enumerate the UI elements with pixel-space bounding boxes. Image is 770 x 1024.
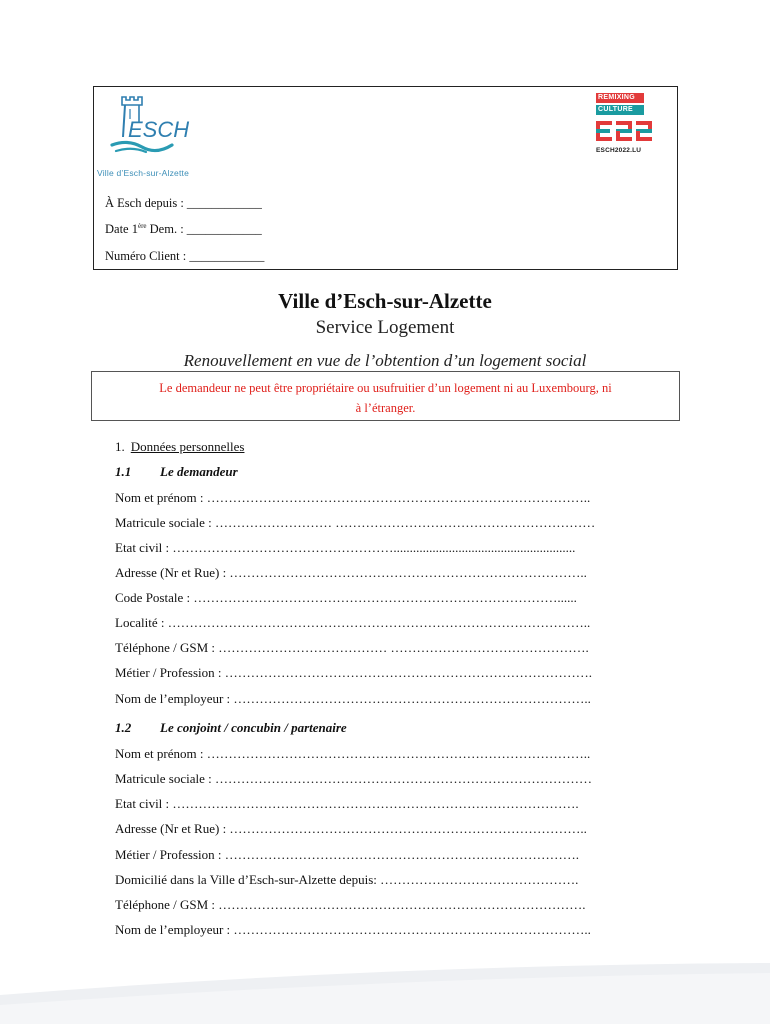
first-request-date-field: Date 1ère Dem. : ____________	[105, 222, 262, 237]
partner-heading-label: Le conjoint / concubin / partenaire	[160, 720, 347, 735]
warning-line-2: à l’étranger.	[355, 401, 416, 415]
applicant-number: 1.1	[115, 464, 132, 479]
partner-phone-row[interactable]: Téléphone / GSM : ………………………………………………………………………….	[115, 897, 586, 912]
esch-logo	[108, 93, 208, 157]
section-title	[115, 439, 244, 455]
partner-profession-row[interactable]: Métier / Profession : ……………………………………………………………………….	[115, 847, 580, 862]
esch-since-field: À Esch depuis : ____________	[105, 196, 262, 210]
footer-swoosh	[0, 955, 770, 1024]
applicant-civil-status-row[interactable]: Etat civil : ……………………………………………........................................................	[115, 540, 576, 555]
esch2022-logo	[596, 93, 670, 157]
warning-box	[91, 371, 680, 421]
applicant-heading-label: Le demandeur	[160, 464, 238, 479]
client-number-field: Numéro Client : ____________	[105, 249, 265, 263]
esch-tower-icon	[108, 93, 208, 157]
renewal-heading: Renouvellement en vue de l’obtention d’un logement social	[183, 351, 587, 370]
logo-caption: Ville d’Esch-sur-Alzette	[97, 168, 190, 178]
partner-address-row[interactable]: Adresse (Nr et Rue) : ………………………………………………………………………..	[115, 821, 587, 836]
applicant-employer-row[interactable]: Nom de l’employeur : ………………………………………………………………………..	[115, 691, 591, 706]
applicant-postcode-row[interactable]: Code Postale : …………………………………………………………………………......	[115, 590, 577, 605]
partner-social-number-row[interactable]: Matricule sociale : ……………………………………………………………………………	[115, 771, 592, 786]
applicant-heading	[115, 464, 238, 480]
applicant-address-row[interactable]: Adresse (Nr et Rue) : ………………………………………………………………………..	[115, 565, 587, 580]
e22-mark-icon	[596, 121, 654, 141]
partner-residence-since-row[interactable]: Domicilié dans la Ville d’Esch-sur-Alzette depuis: ……………………………………….	[115, 872, 579, 887]
applicant-profession-row[interactable]: Métier / Profession : ………………………………………………………………………….	[115, 665, 593, 680]
partner-civil-status-row[interactable]: Etat civil : ………………………………………………………………………………….	[115, 796, 579, 811]
applicant-social-number-row[interactable]: Matricule sociale : ……………………… ……………………………………………………	[115, 515, 596, 530]
culture-tag: CULTURE	[596, 105, 644, 115]
header-box	[93, 86, 678, 270]
applicant-name-row[interactable]: Nom et prénom : ……………………………………………………………………………..	[115, 490, 591, 505]
warning-line-1: Le demandeur ne peut être propriétaire ou usufruitier d’un logement ni au Luxembourg, ni	[159, 381, 612, 395]
partner-number: 1.2	[115, 720, 132, 735]
page-subtitle: Service Logement	[315, 317, 455, 338]
applicant-locality-row[interactable]: Localité : ……………………………………………………………………………………..	[115, 615, 591, 630]
partner-employer-row[interactable]: Nom de l’employeur : ………………………………………………………………………..	[115, 922, 591, 937]
partner-name-row[interactable]: Nom et prénom : ……………………………………………………………………………..	[115, 746, 591, 761]
remixing-tag: REMIXING	[596, 93, 644, 103]
applicant-phone-row[interactable]: Téléphone / GSM : ………………………………… ……………………………………….	[115, 640, 589, 655]
esch2022-site: ESCH2022.LU	[596, 147, 642, 154]
partner-heading	[115, 720, 347, 736]
svg-text:ESCH: ESCH	[128, 117, 190, 142]
page-title: Ville d’Esch-sur-Alzette	[278, 289, 492, 313]
section-label: Données personnelles	[130, 439, 245, 454]
section-number: 1.	[115, 439, 125, 454]
